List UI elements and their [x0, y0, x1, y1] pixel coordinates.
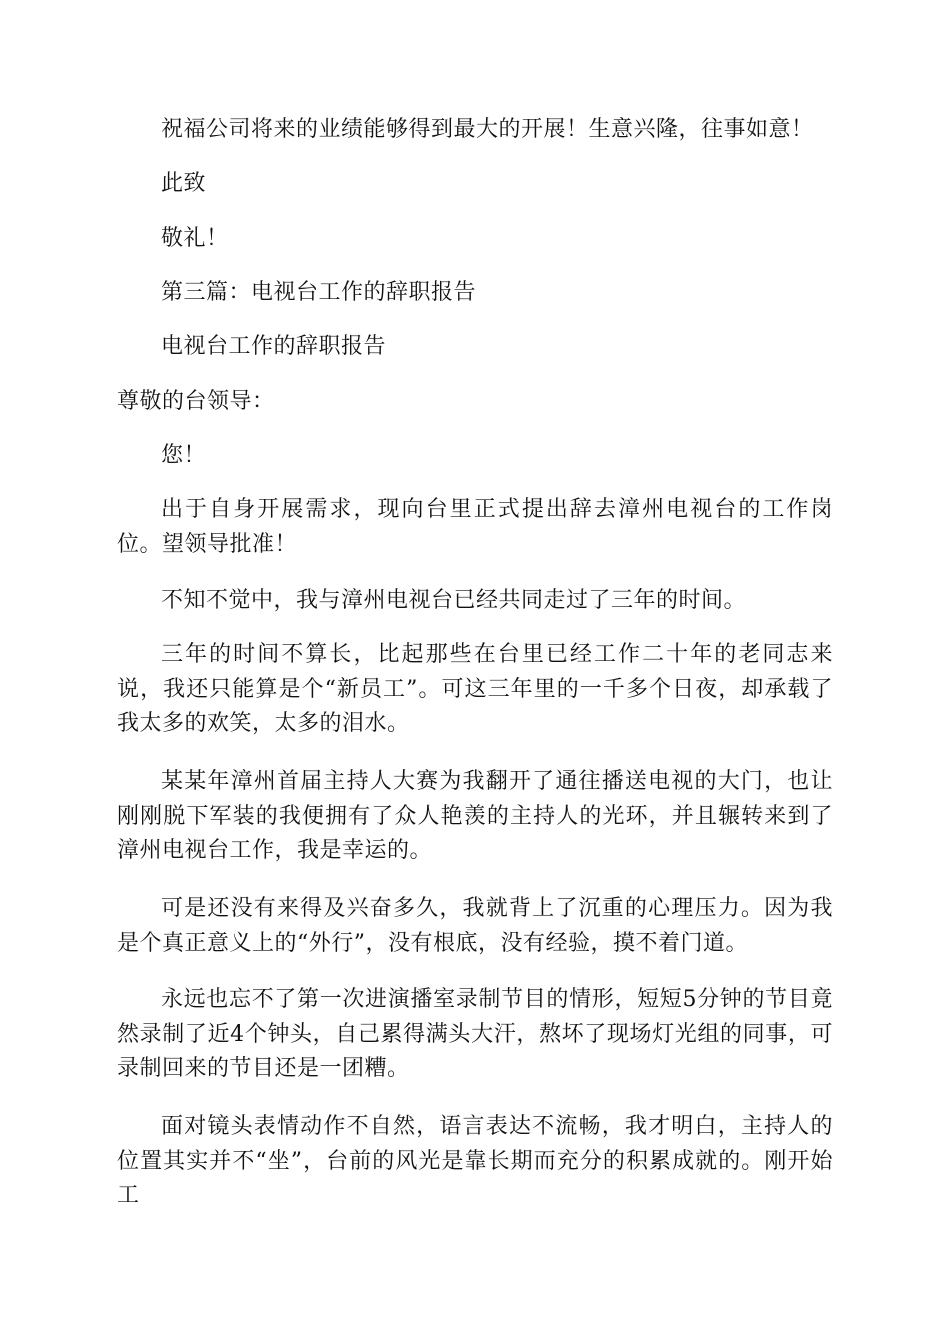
paragraph-6: 永远也忘不了第一次进演播室录制节目的情形，短短5分钟的节目竟然录制了近4个钟头，自己累得满头大汗，熬坏了现场灯光组的同事，可录制回来的节目还是一团糟。	[117, 987, 833, 1081]
letter-title: 电视台工作的辞职报告	[161, 334, 387, 359]
section-heading: 第三篇：电视台工作的辞职报告	[161, 280, 477, 305]
paragraph-1: 出于自身开展需求，现向台里正式提出辞去漳州电视台的工作岗位。望领导批准！	[117, 497, 833, 557]
greeting: 您！	[161, 443, 207, 468]
paragraph-4: 某某年漳州首届主持人大赛为我翻开了通往播送电视的大门，也让刚刚脱下军装的我便拥有了众人艳羡的主持人的光环，并且辗转来到了漳州电视台工作，我是幸运的。	[117, 769, 833, 863]
closing-wish: 祝福公司将来的业绩能够得到最大的开展！生意兴隆，往事如意！	[161, 117, 814, 142]
closing-salutation-2: 敬礼！	[161, 226, 229, 251]
paragraph-5: 可是还没有来得及兴奋多久，我就背上了沉重的心理压力。因为我是个真正意义上的“外行”，没有根底，没有经验，摸不着门道。	[117, 896, 833, 956]
paragraph-2: 不知不觉中，我与漳州电视台已经共同走过了三年的时间。	[161, 588, 747, 613]
addressee: 尊敬的台领导：	[117, 389, 275, 414]
paragraph-3: 三年的时间不算长，比起那些在台里已经工作二十年的老同志来说，我还只能算是个“新员工”。可这三年里的一千多个日夜，却承载了我太多的欢笑，太多的泪水。	[117, 642, 833, 736]
closing-salutation-1: 此致	[161, 171, 207, 196]
paragraph-7: 面对镜头表情动作不自然，语言表达不流畅，我才明白，主持人的位置其实并不“坐”，台前的风光是靠长期而充分的积累成就的。刚开始工	[117, 1114, 833, 1208]
